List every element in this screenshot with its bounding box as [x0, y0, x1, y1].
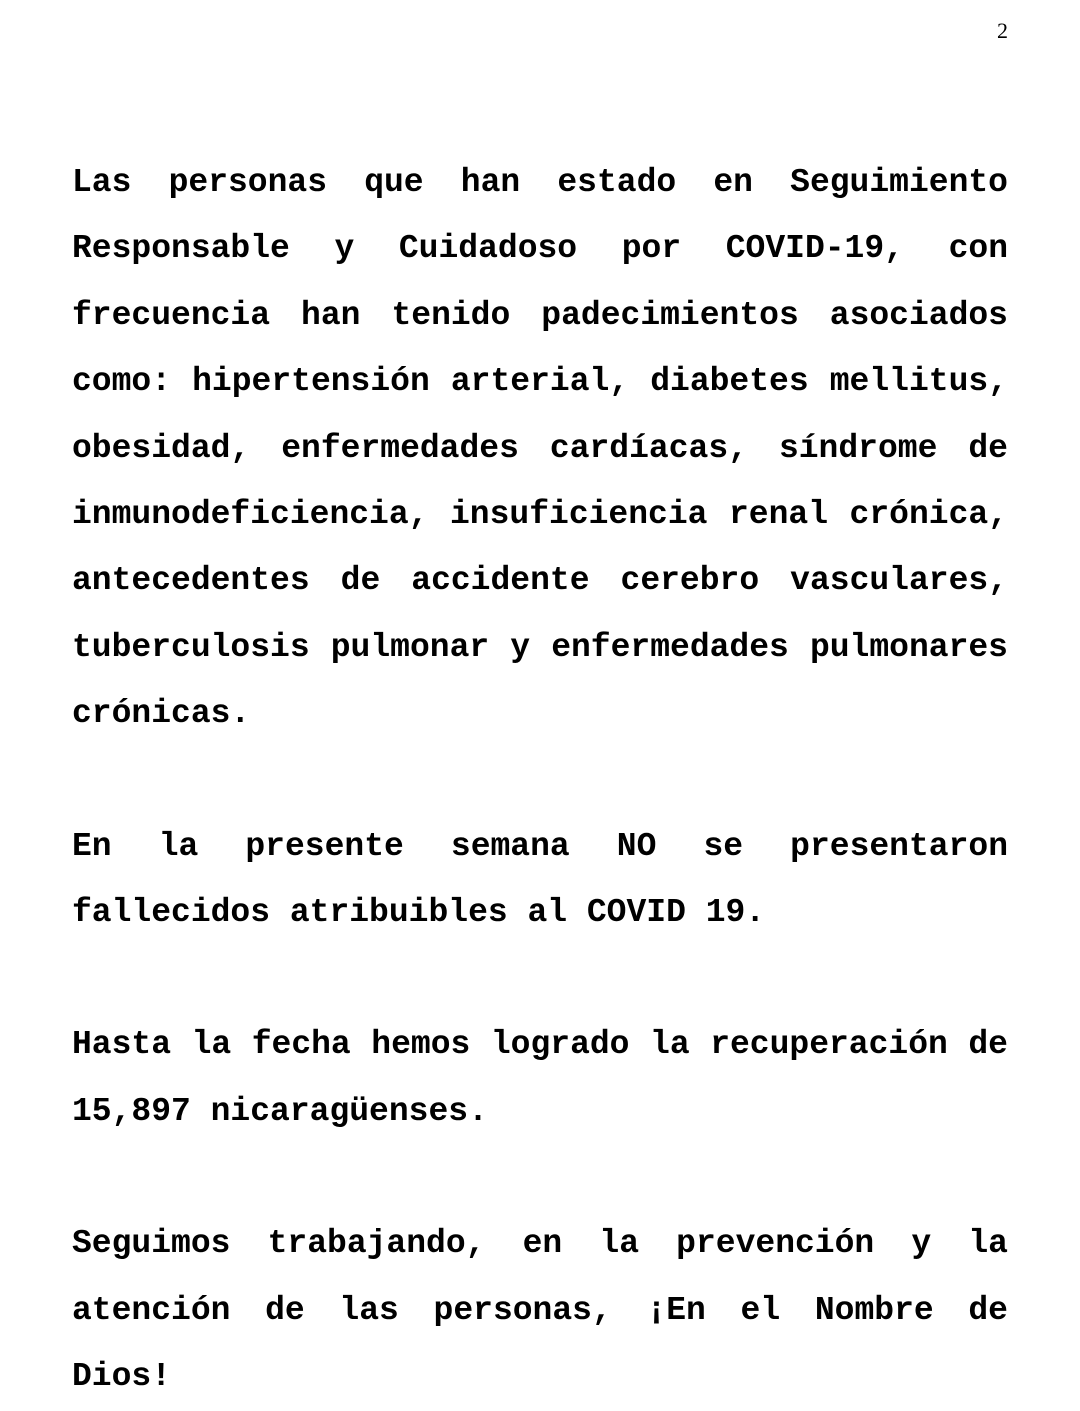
page-number: 2 — [997, 18, 1008, 43]
document-body — [72, 150, 1008, 1411]
paragraph-closing: Seguimos trabajando, en la prevención y la atención de las personas, ¡En el Nombre de Dios! — [72, 1225, 1008, 1396]
paragraph-deaths: En la presente semana NO se presentaron fallecidos atribuibles al COVID 19. — [72, 827, 1008, 932]
paragraph-recoveries: Hasta la fecha hemos logrado la recuperación de 15,897 nicaragüenses. — [72, 1026, 1008, 1130]
paragraph-comorbidities: Las personas que han estado en Seguimiento Responsable y Cuidadoso por COVID-19, con frecuencia han tenido padecimientos asociados como: hipertensión arterial, diabetes mellitus, obesidad, enfermedades cardíacas, síndrome de inmunodeficiencia, insuficiencia renal crónica, antecedentes de accidente cerebro vasculares, tuberculosis pulmonar y enfermedades pulmonares crónicas. — [72, 164, 1008, 733]
